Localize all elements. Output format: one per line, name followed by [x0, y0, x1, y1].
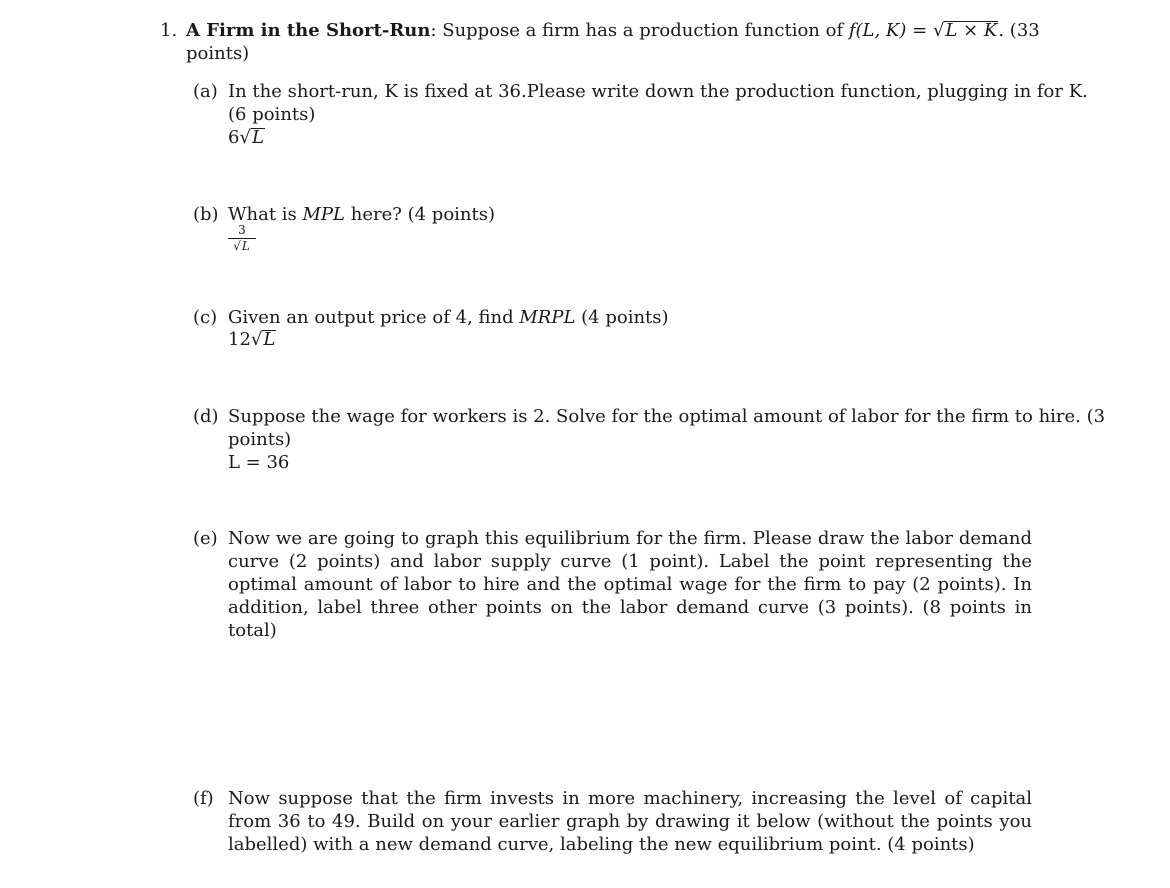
- part-c-var: MRPL: [519, 307, 576, 328]
- part-c-text-post: (4 points): [575, 307, 669, 328]
- question-points-cont: points): [186, 43, 250, 64]
- part-c-answer-sqrt: √L: [250, 329, 276, 350]
- production-function-radicand: L × K: [945, 20, 998, 41]
- part-f-label: (f): [193, 788, 214, 809]
- part-b-answer-denominator: √L: [233, 239, 250, 253]
- part-a-answer-sqrt: √L: [239, 127, 264, 148]
- production-function-sqrt: √L × K: [932, 20, 998, 41]
- part-c-label: (c): [193, 307, 218, 328]
- part-a-line-2: (6 points): [228, 104, 316, 125]
- part-b-label: (b): [193, 204, 219, 225]
- part-a-label: (a): [193, 81, 218, 102]
- part-b-answer-radicand: L: [241, 239, 250, 253]
- part-c-line-1: [228, 306, 669, 329]
- question-prompt: : Suppose a firm has a production function of: [430, 20, 849, 41]
- part-c-answer-coef: 12: [228, 329, 251, 350]
- part-c-answer-radicand: L: [263, 329, 276, 350]
- question-title: A Firm in the Short-Run: [186, 20, 431, 41]
- part-b-var: MPL: [302, 204, 345, 225]
- part-d-label: (d): [193, 406, 219, 427]
- part-a-line-1: In the short-run, K is fixed at 36.Please write down the production function, plugging in for K.: [228, 81, 1088, 102]
- part-a-answer: [228, 126, 265, 149]
- part-d-line-1: Suppose the wage for workers is 2. Solve for the optimal amount of labor for the firm to hire. (3: [228, 406, 1106, 427]
- question-line-1: [186, 19, 1040, 42]
- part-e-text: Now we are going to graph this equilibrium for the firm. Please draw the labor demand curve (2 points) and labor supply curve (1 point). Label the point representing the optimal amount of labor to hire and the optimal wage for the firm to pay (2 points). In addition, label three other points on the labor demand curve (3 points). (8 points in total): [228, 528, 1032, 641]
- part-b-answer-numerator: 3: [228, 224, 256, 239]
- part-b-answer-fraction: [228, 224, 256, 253]
- part-b-line-1: [228, 203, 495, 226]
- question-number: 1.: [160, 20, 178, 41]
- part-b-text-post: here? (4 points): [345, 204, 495, 225]
- part-c-text-pre: Given an output price of 4, find: [228, 307, 520, 328]
- part-e-label: (e): [193, 528, 218, 549]
- part-d-answer: L = 36: [228, 452, 290, 473]
- production-function-lhs: f(L, K) =: [848, 20, 928, 41]
- part-a-answer-radicand: L: [251, 127, 264, 148]
- part-c-answer: [228, 328, 276, 351]
- part-f-text: Now suppose that the firm invests in more machinery, increasing the level of capital from 36 to 49. Build on your earlier graph by drawing it below (without the points you labelled) with a new demand curve, labeling the new equilibrium point. (4 points): [228, 788, 1032, 855]
- part-b-text-pre: What is: [228, 204, 303, 225]
- part-a-answer-coef: 6: [228, 127, 240, 148]
- part-d-line-2: points): [228, 429, 292, 450]
- question-points: . (33: [998, 20, 1040, 41]
